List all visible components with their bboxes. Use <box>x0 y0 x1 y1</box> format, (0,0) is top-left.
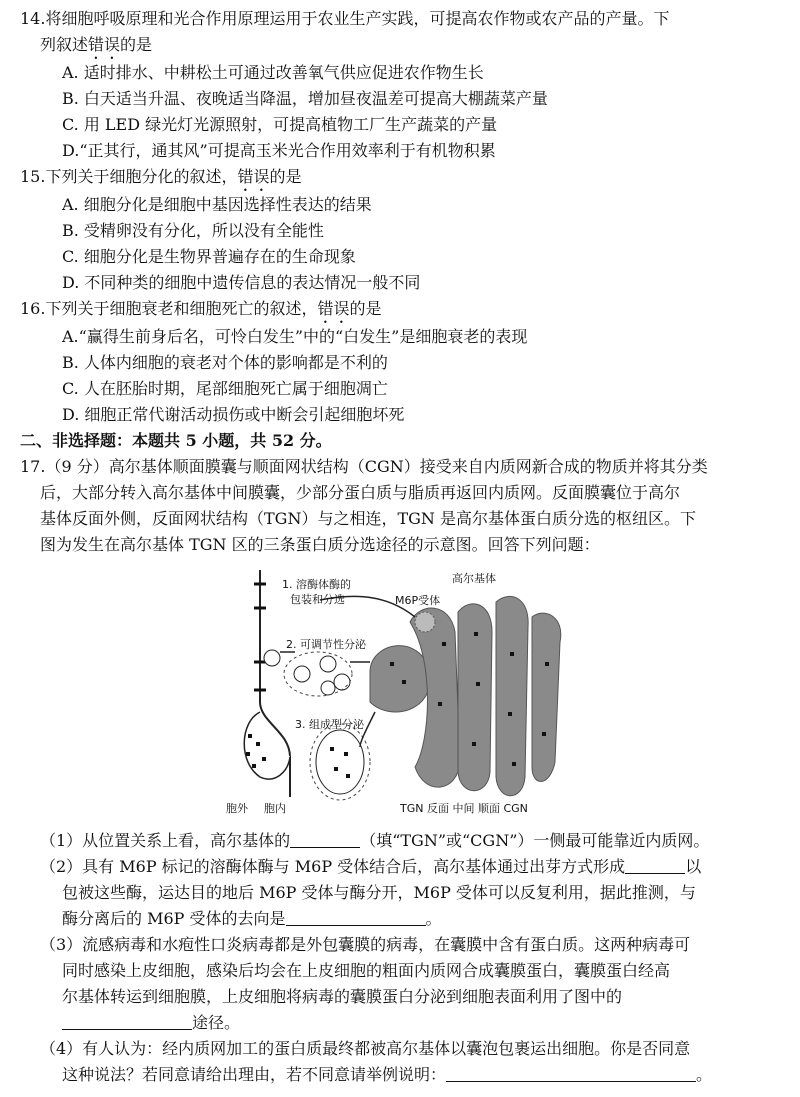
q16-option-b: B. 人体内细胞的衰老对个体的影响都是不利的 <box>62 353 388 372</box>
constitutive-vesicle <box>316 730 364 794</box>
section-heading: 二、非选择题：本题共 5 小题，共 52 分。 <box>20 431 332 450</box>
q17-sub2-line2: 包被这些酶，运达目的地后 M6P 受体与酶分开，M6P 受体可以反复利用，据此推测，与 <box>62 883 696 902</box>
q17-sub3-line1: （3）流感病毒和水疱性口炎病毒都是外包囊膜的病毒，在囊膜中含有蛋白质。这两种病毒可 <box>40 935 691 954</box>
q15-emphasis: 错误 <box>237 167 270 186</box>
q17-sub2-line3-text: 酶分离后的 M6P 受体的去向是 <box>62 909 286 928</box>
q17-stem-line4: 图为发生在高尔基体 TGN 区的三条蛋白质分选途径的示意图。回答下列问题： <box>40 535 600 554</box>
q14-emphasis: 错误 <box>88 35 121 54</box>
q14-option-a: A. 适时排水、中耕松土可通过改善氧气供应促进农作物生长 <box>62 63 484 82</box>
q15-stem-part1: 15.下列关于细胞分化的叙述， <box>20 167 238 186</box>
q17-sub2-blank2[interactable] <box>286 909 426 926</box>
q16-option-a: A.“赢得生前身后名，可怜白发生”中的“白发生”是细胞衰老的表现 <box>62 327 528 346</box>
golgi-diagram-svg <box>220 562 580 824</box>
m6p-receptor-cluster <box>415 612 435 632</box>
q14-option-c: C. 用 LED 绿光灯光源照射，可提高植物工厂生产蔬菜的产量 <box>62 115 498 134</box>
q17-sub2-line1 <box>40 856 701 878</box>
q15-stem <box>20 166 301 195</box>
q14-stem-line2 <box>40 34 152 63</box>
q15-option-c: C. 细胞分化是生物界普遍存在的生命现象 <box>62 247 356 266</box>
q17-sub3-line2: 同时感染上皮细胞，感染后均会在上皮细胞的粗面内质网合成囊膜蛋白，囊膜蛋白经高 <box>62 961 671 980</box>
q16-stem-part1: 16.下列关于细胞衰老和细胞死亡的叙述， <box>20 299 318 318</box>
q17-sub2-line3-end: 。 <box>425 909 442 928</box>
q17-sub4-line2 <box>62 1064 712 1086</box>
q15-option-b: B. 受精卵没有分化，所以没有全能性 <box>62 221 324 240</box>
q14-stem-part1: 列叙述 <box>40 35 89 54</box>
q16-option-c: C. 人在胚胎时期，尾部细胞死亡属于细胞凋亡 <box>62 379 388 398</box>
q16-emphasis: 错误 <box>317 299 350 318</box>
q15-option-d: D. 不同种类的细胞中遗传信息的表达情况一般不同 <box>62 273 421 292</box>
q15-stem-part2: 的是 <box>269 167 302 186</box>
q17-sub1-part2: （填“TGN”或“CGN”）一侧最可能靠近内质网。 <box>360 831 710 850</box>
q16-option-d: D. 细胞正常代谢活动损伤或中断会引起细胞坏死 <box>62 405 405 424</box>
label-intracellular: 胞内 <box>264 802 286 815</box>
q17-sub4-line1: （4）有人认为：经内质网加工的蛋白质最终都被高尔基体以囊泡包裹运出细胞。你是否同意 <box>40 1039 691 1058</box>
q14-stem-line1: 14.将细胞呼吸原理和光合作用原理运用于农业生产实践，可提高农作物或农产品的产量。下 <box>20 9 670 28</box>
regulated-vesicle <box>334 674 350 690</box>
regulated-vesicle <box>264 650 280 666</box>
q14-option-d: D.“正其行，通其风”可提高玉米光合作用效率利于有机物积累 <box>62 141 496 160</box>
label-extracellular: 胞外 <box>226 802 248 815</box>
q14-option-b: B. 白天适当升温、夜晚适当降温，增加昼夜温差可提高大棚蔬菜产量 <box>62 89 548 108</box>
q17-sub2-blank1[interactable] <box>625 857 685 874</box>
q17-sub3-blank[interactable] <box>62 1013 192 1030</box>
q17-sub2-part2: 以 <box>685 857 702 876</box>
q17-sub1-part1: （1）从位置关系上看，高尔基体的 <box>40 831 291 850</box>
golgi-cisternae <box>370 596 561 795</box>
label-path1-line2: 包装和分选 <box>290 593 345 606</box>
golgi-diagram <box>220 562 580 824</box>
q17-sub3-line3: 尔基体转运到细胞膜，上皮细胞将病毒的囊膜蛋白分泌到细胞表面利用了图中的 <box>62 987 623 1006</box>
q15-option-a: A. 细胞分化是细胞中基因选择性表达的结果 <box>62 195 372 214</box>
label-m6p: M6P受体 <box>395 594 441 607</box>
q17-sub4-line2-text: 这种说法？若同意请给出理由，若不同意请举例说明： <box>62 1065 447 1084</box>
label-path3: 3. 组成型分泌 <box>295 718 364 731</box>
q17-stem-line3: 基体反面外侧，反面网状结构（TGN）与之相连，TGN 是高尔基体蛋白质分选的枢纽区。下 <box>40 509 696 528</box>
q17-stem-line1: 17.（9 分）高尔基体顺面膜囊与顺面网状结构（CGN）接受来自内质网新合成的物质并将其分类 <box>20 457 708 476</box>
q17-sub1-blank[interactable] <box>290 831 360 848</box>
regulated-vesicle <box>320 656 336 672</box>
label-path1-line1: 1. 溶酶体酶的 <box>282 578 351 591</box>
q17-sub1 <box>40 830 709 852</box>
regulated-vesicle <box>321 681 335 695</box>
q17-sub2-line3 <box>62 908 442 930</box>
q17-sub4-line2-end: 。 <box>696 1065 713 1084</box>
regulated-vesicle <box>294 666 310 682</box>
q14-stem-part2: 的是 <box>120 35 153 54</box>
fusing-vesicle <box>244 712 290 779</box>
q17-sub2-part1: （2）具有 M6P 标记的溶酶体酶与 M6P 受体结合后，高尔基体通过出芽方式形成 <box>40 857 626 876</box>
q17-sub4-blank[interactable] <box>446 1065 696 1082</box>
label-golgi-faces: TGN 反面 中间 顺面 CGN <box>400 802 528 815</box>
label-path2: 2. 可调节性分泌 <box>286 638 366 651</box>
label-golgi: 高尔基体 <box>452 572 496 585</box>
q16-stem <box>20 298 381 327</box>
q17-sub3-line4 <box>62 1012 240 1034</box>
q17-sub3-line4-text: 途径。 <box>192 1013 241 1032</box>
q17-stem-line2: 后，大部分转入高尔基体中间膜囊，少部分蛋白质与脂质再返回内质网。反面膜囊位于高尔 <box>40 483 681 502</box>
q16-stem-part2: 的是 <box>349 299 382 318</box>
